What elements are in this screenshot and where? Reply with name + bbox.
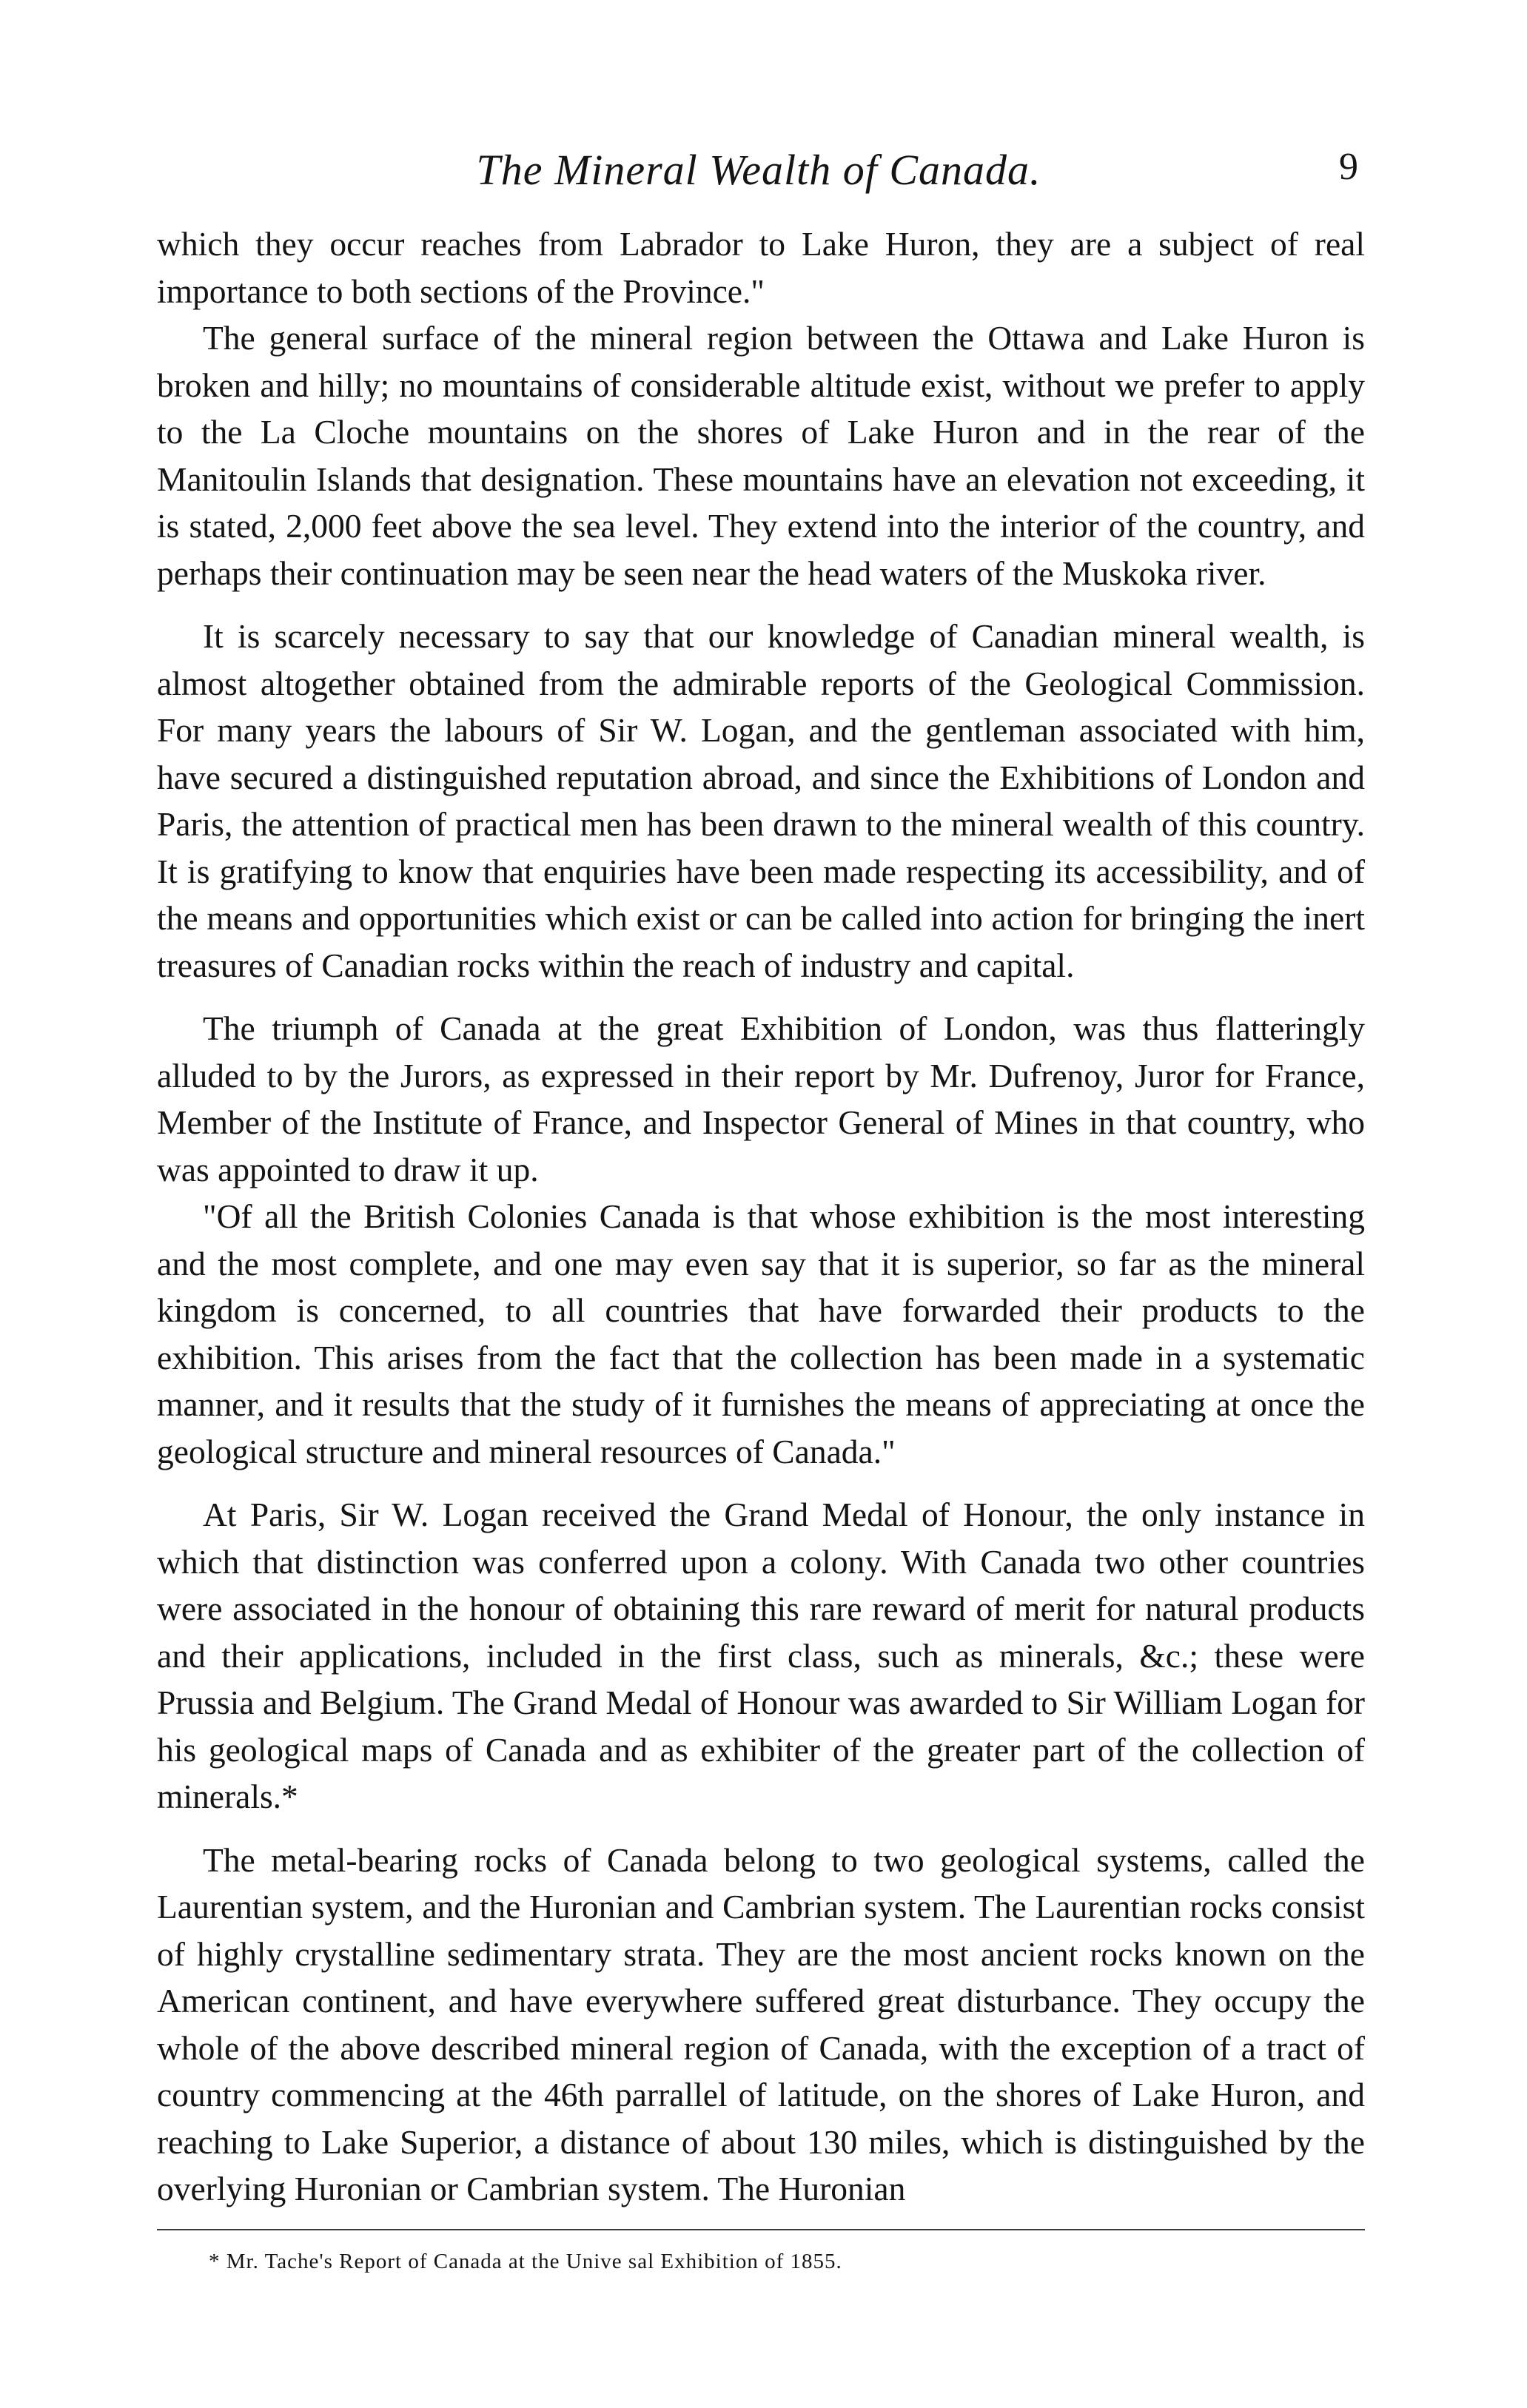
page-header	[159, 141, 1358, 207]
footnote-rule	[157, 2229, 1365, 2230]
body-text	[157, 221, 1365, 2213]
page-number: 9	[1339, 146, 1358, 188]
paragraph-general-surface: The general surface of the mineral region between the Ottawa and Lake Huron is broken and hilly; no mountains of considerable altitude exist, without we prefer to apply to the La Cloche mountains on the shores of Lake Huron and in the rear of the Manitoulin Islands that designation. These mountains have an elevation not exceeding, it is stated, 2,000 feet above the sea level. They extend into the interior of the country, and perhaps their continuation may be seen near the head waters of the Muskoka river.	[157, 319, 1365, 592]
running-head: The Mineral Wealth of Canada.	[476, 146, 1041, 194]
paragraph-continued: which they occur reaches from Labrador to Lake Huron, they are a subject of real importance to both sections of the Province."	[157, 225, 1365, 310]
paragraph-knowledge: It is scarcely necessary to say that our knowledge of Canadian mineral wealth, is almost altogether obtained from the admirable reports of the Geological Commission. For many years the labours of Sir W. Logan, and the gentleman associated with him, have secured a distinguished reputation abroad, and since the Exhibitions of London and Paris, the attention of practical men has been drawn to the mineral wealth of this country. It is gratifying to know that enquiries have been made respecting its accessibility, and of the means and opportunities which exist or can be called into action for bringing the inert treasures of Canadian rocks within the reach of industry and capital.	[157, 617, 1365, 984]
paragraph-paris: At Paris, Sir W. Logan received the Grand Medal of Honour, the only instance in which that distinction was conferred upon a colony. With Canada two other countries were associated in the honour of obtaining this rare reward of merit for natural products and their applications, included in the first class, such as minerals, &c.; these were Prussia and Belgium. The Grand Medal of Honour was awarded to Sir William Logan for his geological maps of Canada and as exhibiter of the greater part of the collection of minerals.*	[157, 1496, 1365, 1815]
paragraph-metal-bearing-rocks: The metal-bearing rocks of Canada belong to two geological systems, called the Laurentian system, and the Huronian and Cambrian system. The Laurentian rocks consist of highly crystalline sedimentary strata. They are the most ancient rocks known on the American continent, and have everywhere suffered great disturbance. They occupy the whole of the above described mineral region of Canada, with the exception of a tract of country commencing at the 46th parrallel of latitude, on the shores of Lake Huron, and reaching to Lake Superior, a distance of about 130 miles, which is distinguished by the overlying Huronian or Cambrian system. The Huronian	[157, 1840, 1365, 2207]
paragraph-triumph: The triumph of Canada at the great Exhibition of London, was thus flatteringly alluded to by the Jurors, as expressed in their report by Mr. Dufrenoy, Juror for France, Member of the Institute of France, and Inspector General of Mines in that country, who was appointed to draw it up.	[157, 1009, 1365, 1188]
paragraph-quotation: "Of all the British Colonies Canada is that whose exhibition is the most interesting and the most complete, and one may even say that it is superior, so far as the mineral kingdom is concerned, to all countries that have forwarded their products to the exhibition. This arises from the fact that the collection has been made in a systematic manner, and it results that the study of it furnishes the means of appreciating at once the geological structure and mineral resources of Canada."	[157, 1197, 1365, 1470]
footnote: * Mr. Tache's Report of Canada at the Unive sal Exhibition of 1855.	[209, 2250, 842, 2273]
footnote-area	[157, 2229, 1365, 2276]
